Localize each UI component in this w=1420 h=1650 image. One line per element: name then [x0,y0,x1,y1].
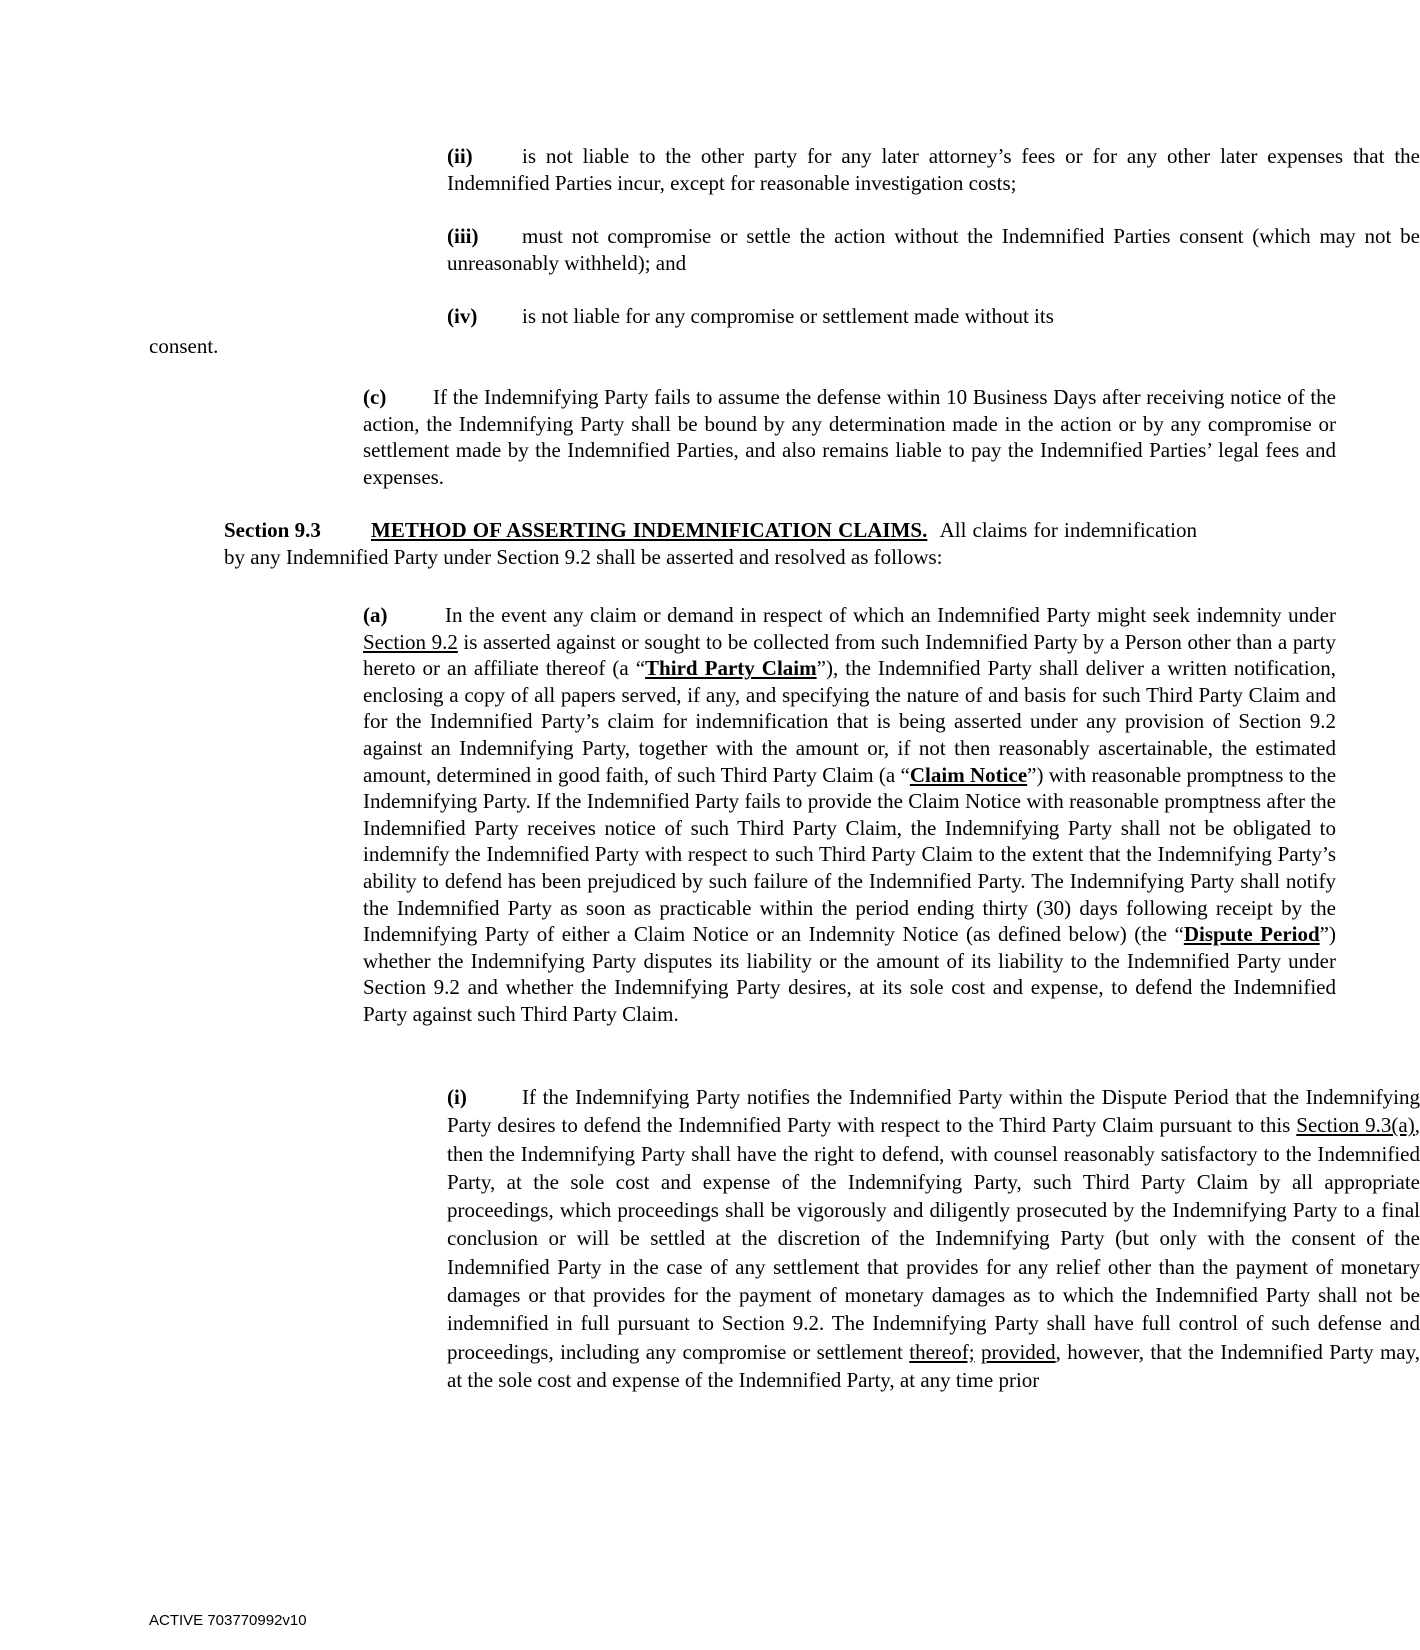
clause-text: , however, that the Indemnified Party may, at the sole cost and expense of the Indemnified Party, at any time prior [447,1339,1420,1392]
clause-i [149,1083,1420,1394]
section-text: All claims for indemnification by any Indemnified Party under Section 9.2 shall be asserted and resolved as follows: [224,518,1197,569]
underlined-text: provided [980,1339,1056,1364]
clause-text: must not compromise or settle the action without the Indemnified Parties consent (which may not be unreasonably withheld); and [447,224,1420,275]
defined-term: Dispute Period [1183,922,1320,947]
clause-label: (ii) [447,144,473,168]
section-label: Section 9.3 [224,518,321,542]
clause-text: In the event any claim or demand in respect of which an Indemnified Party might seek indemnity under [445,603,1336,627]
clause-text: consent. [149,334,219,358]
clause-text: ”) with reasonable promptness to the Indemnifying Party. If the Indemnified Party fails to provide the Claim Notice with reasonable promptness after the Indemnified Party receives notice of such Third Party Claim, the Indemnifying Party shall not be obligated to indemnify the Indemnified Party with respect to such Third Party Claim to the extent that the Indemnifying Party’s ability to defend has been prejudiced by such failure of the Indemnified Party. The Indemnifying Party shall notify the Indemnified Party as soon as practicable within the period ending thirty (30) days following receipt by the Indemnifying Party of either a Claim Notice or an Indemnity Notice (as defined below) (the “ [363,762,1337,947]
clause-label: (iv) [447,304,478,328]
clause-iv-continued [149,333,1122,360]
clause-text: If the Indemnifying Party notifies the Indemnified Party within the Dispute Period that the Indemnifying Party desires to defend the Indemnified Party with respect to the Third Party Claim pursuant to this [447,1085,1420,1138]
section-9-3 [149,517,1197,570]
clause-label: (iii) [447,224,479,248]
clause-text: is asserted against or sought to be collected from such Indemnified Party by a Person other than a party hereto or an affiliate thereof (a “ [363,629,1336,681]
clause-text: If the Indemnifying Party fails to assume the defense within 10 Business Days after receiving notice of the action, the Indemnifying Party shall be bound by any determination made in the action or by any compromise or settlement made by the Indemnified Parties, and also remains liable to pay the Indemnified Parties’ legal fees and expenses. [363,385,1336,489]
underlined-text: thereof; [909,1339,975,1364]
clause-ii [149,143,1420,196]
clause-iv [149,303,1420,330]
clause-text: ”) whether the Indemnifying Party disputes its liability or the amount of its liability to the Indemnified Party under Section 9.2 and whether the Indemnifying Party desires, at its sole cost and expense, to defend the Indemnified Party against such Third Party Claim. [363,922,1336,1026]
defined-term: Third Party Claim [645,656,817,681]
clause-text: is not liable to the other party for any later attorney’s fees or for any other later expenses that the Indemnified Parties incur, except for reasonable investigation costs; [447,144,1420,195]
document-footer-id: ACTIVE 703770992v10 [149,1612,307,1629]
clause-label: (a) [363,603,388,627]
clause-label: (i) [447,1085,467,1109]
defined-term: Claim Notice [909,762,1028,787]
clause-text: is not liable for any compromise or settlement made without its [522,304,1054,328]
clause-text: , then the Indemnifying Party shall have the right to defend, with counsel reasonably satisfactory to the Indemnified Party, at the sole cost and expense of the Indemnifying Party, such Third Party Claim by all appropriate proceedings, which proceedings shall be vigorously and diligently prosecuted by the Indemnifying Party to a final conclusion or will be settled at the discretion of the Indemnifying Party (but only with the consent of the Indemnified Party in the case of any settlement that provides for any relief other than the payment of monetary damages or that provides for the payment of monetary damages as to which the Indemnified Party shall not be indemnified in full pursuant to Section 9.2. The Indemnifying Party shall have full control of such defense and proceedings, including any compromise or settlement [447,1113,1420,1364]
section-reference-link: Section 9.3(a) [1296,1113,1415,1138]
clause-text: ”), the Indemnified Party shall deliver a written notification, enclosing a copy of all papers served, if any, and specifying the nature of and basis for such Third Party Claim and for the Indemnified Party’s claim for indemnification that is being asserted under any provision of Section 9.2 against an Indemnifying Party, together with the amount or, if not then reasonably ascertainable, the estimated amount, determined in good faith, of such Third Party Claim (a “ [363,656,1336,787]
clause-label: (c) [363,385,387,409]
clause-iii [149,223,1420,276]
clause-c [149,384,1336,490]
section-reference-link: Section 9.2 [363,629,458,654]
section-title: METHOD OF ASSERTING INDEMNIFICATION CLAIMS. [371,518,928,542]
clause-a [149,602,1336,1028]
